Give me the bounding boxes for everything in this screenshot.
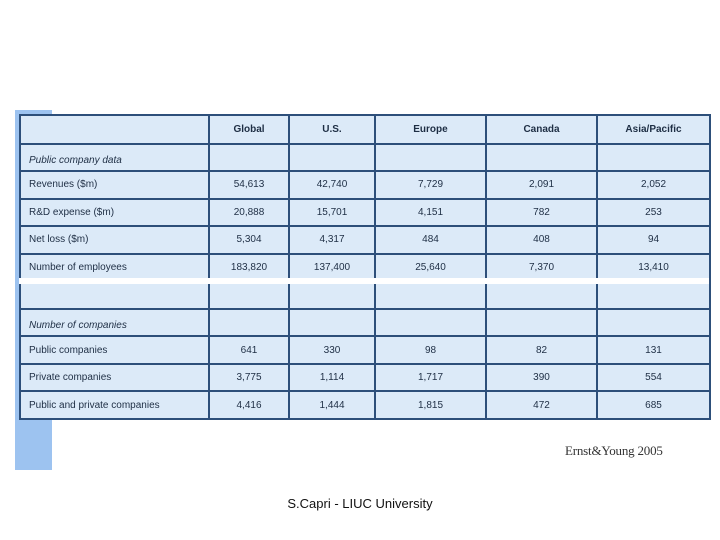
header-us: U.S. (289, 115, 375, 144)
cell-value: 25,640 (375, 254, 486, 282)
cell-value: 183,820 (209, 254, 289, 282)
row-label: Revenues ($m) (20, 171, 209, 199)
header-global: Global (209, 115, 289, 144)
cell-value: 1,444 (289, 391, 375, 419)
header-canada: Canada (486, 115, 597, 144)
header-europe: Europe (375, 115, 486, 144)
section-public-company-data: Public company data (20, 144, 209, 172)
cell-value: 131 (597, 336, 710, 364)
footer-text: S.Capri - LIUC University (287, 496, 433, 511)
cell-value: 4,416 (209, 391, 289, 419)
section-number-of-companies: Number of companies (20, 309, 209, 337)
cell-value: 7,729 (375, 171, 486, 199)
cell-value: 1,815 (375, 391, 486, 419)
source-credit: Ernst&Young 2005 (565, 443, 663, 458)
cell-value: 2,052 (597, 171, 710, 199)
cell-value: 98 (375, 336, 486, 364)
cell-value: 484 (375, 226, 486, 254)
cell-value: 4,317 (289, 226, 375, 254)
cell-value: 782 (486, 199, 597, 227)
cell-value: 54,613 (209, 171, 289, 199)
header-asia-pacific: Asia/Pacific (597, 115, 710, 144)
cell-value: 137,400 (289, 254, 375, 282)
row-label: R&D expense ($m) (20, 199, 209, 227)
cell-value: 7,370 (486, 254, 597, 282)
cell-value: 641 (209, 336, 289, 364)
cell-value: 390 (486, 364, 597, 392)
cell-value: 1,717 (375, 364, 486, 392)
row-label: Number of employees (20, 254, 209, 282)
cell-value: 472 (486, 391, 597, 419)
row-label: Public companies (20, 336, 209, 364)
cell-value: 4,151 (375, 199, 486, 227)
cell-value: 408 (486, 226, 597, 254)
cell-value: 13,410 (597, 254, 710, 282)
data-table (19, 114, 711, 420)
cell-value: 2,091 (486, 171, 597, 199)
data-table-container (19, 114, 709, 420)
cell-value: 15,701 (289, 199, 375, 227)
table-row (20, 364, 710, 392)
cell-value: 20,888 (209, 199, 289, 227)
section-row (20, 309, 710, 337)
cell-value: 330 (289, 336, 375, 364)
row-label: Public and private companies (20, 391, 209, 419)
row-label: Private companies (20, 364, 209, 392)
section-row (20, 144, 710, 172)
cell-value: 3,775 (209, 364, 289, 392)
cell-value: 42,740 (289, 171, 375, 199)
table-row (20, 226, 710, 254)
section-separator (19, 278, 709, 284)
cell-value: 5,304 (209, 226, 289, 254)
row-label: Net loss ($m) (20, 226, 209, 254)
cell-value: 94 (597, 226, 710, 254)
table-row (20, 391, 710, 419)
header-cell (20, 115, 209, 144)
table-row (20, 171, 710, 199)
table-row (20, 199, 710, 227)
header-row (20, 115, 710, 144)
spacer-row (20, 281, 710, 309)
cell-value: 554 (597, 364, 710, 392)
cell-value: 253 (597, 199, 710, 227)
cell-value: 1,114 (289, 364, 375, 392)
table-row (20, 336, 710, 364)
cell-value: 82 (486, 336, 597, 364)
cell-value: 685 (597, 391, 710, 419)
